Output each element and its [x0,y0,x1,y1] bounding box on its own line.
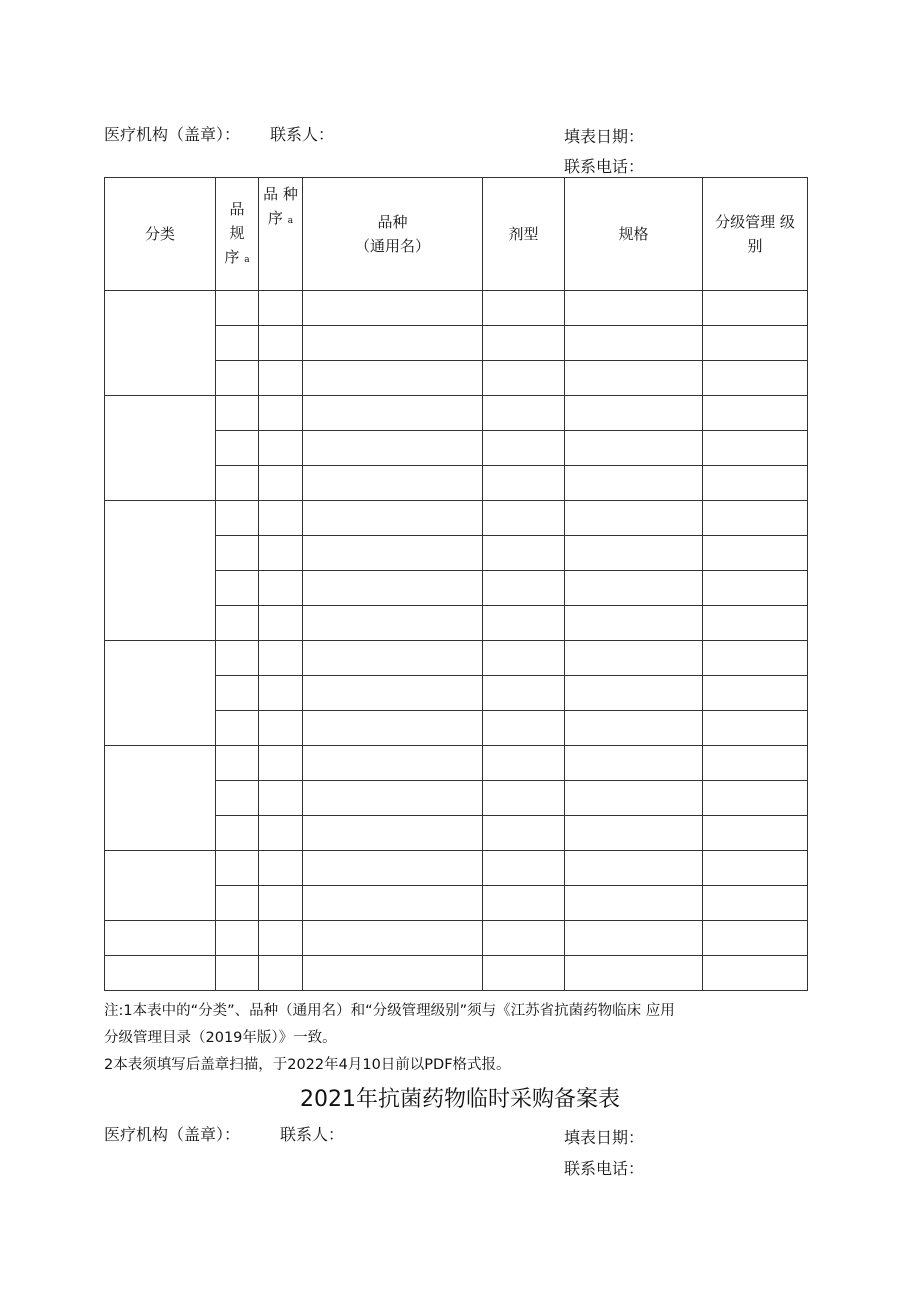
col-header-variety: 品种 （通用名） [303,178,483,291]
spec-seq-cell[interactable] [216,606,259,641]
spec-seq-cell[interactable] [216,431,259,466]
col-header-spec-seq: 品 规 序 a [216,178,259,291]
variety-cell[interactable] [303,466,483,501]
level-cell[interactable] [703,501,808,536]
specification-cell[interactable] [565,816,703,851]
table-row [105,956,808,991]
level-cell[interactable] [703,711,808,746]
specification-cell[interactable] [565,711,703,746]
level-cell[interactable] [703,676,808,711]
spec-seq-cell[interactable] [216,291,259,326]
spec-seq-cell[interactable] [216,501,259,536]
spec-seq-cell[interactable] [216,886,259,921]
contact-label-2: 联系人： [280,1125,345,1144]
table-row [105,921,808,956]
table-row [105,396,808,431]
dosage-form-cell[interactable] [483,851,565,886]
variety-cell[interactable] [303,571,483,606]
level-cell[interactable] [703,326,808,361]
dosage-form-cell[interactable] [483,781,565,816]
dosage-form-cell[interactable] [483,921,565,956]
specification-cell[interactable] [565,361,703,396]
level-cell[interactable] [703,746,808,781]
spec-seq-cell[interactable] [216,396,259,431]
table-row [105,746,808,781]
registration-table [104,177,808,991]
spec-seq-cell[interactable] [216,571,259,606]
spec-seq-cell[interactable] [216,746,259,781]
variety-cell[interactable] [303,606,483,641]
dosage-form-cell[interactable] [483,361,565,396]
specification-cell[interactable] [565,956,703,991]
variety-cell[interactable] [303,326,483,361]
variety-seq-cell[interactable] [259,571,303,606]
level-cell[interactable] [703,816,808,851]
variety-seq-cell[interactable] [259,536,303,571]
level-cell[interactable] [703,431,808,466]
dosage-form-cell[interactable] [483,466,565,501]
spec-seq-cell[interactable] [216,781,259,816]
variety-cell[interactable] [303,921,483,956]
institution-label-2: 医疗机构（盖章）： [104,1125,241,1144]
dosage-form-cell[interactable] [483,501,565,536]
variety-cell[interactable] [303,956,483,991]
variety-seq-cell[interactable] [259,851,303,886]
form-title: 2021年抗菌药物临时采购备案表 [300,1087,620,1112]
specification-cell[interactable] [565,291,703,326]
specification-cell[interactable] [565,606,703,641]
dosage-form-cell[interactable] [483,886,565,921]
specification-cell[interactable] [565,746,703,781]
phone-label: 联系电话： [564,157,645,176]
variety-seq-cell[interactable] [259,326,303,361]
specification-cell[interactable] [565,641,703,676]
variety-cell[interactable] [303,361,483,396]
specification-cell[interactable] [565,851,703,886]
note-line-2: 分级管理目录（2019年版）》一致。 [104,1030,337,1046]
specification-cell[interactable] [565,326,703,361]
specification-cell[interactable] [565,431,703,466]
level-cell[interactable] [703,851,808,886]
spec-seq-cell[interactable] [216,466,259,501]
col-header-variety-seq: 品 种 序 a [259,178,303,291]
spec-seq-cell[interactable] [216,536,259,571]
variety-seq-cell[interactable] [259,606,303,641]
level-cell[interactable] [703,606,808,641]
col-header-level: 分级管理 级 别 [703,178,808,291]
variety-seq-cell[interactable] [259,921,303,956]
variety-seq-cell[interactable] [259,501,303,536]
level-cell[interactable] [703,921,808,956]
category-cell[interactable] [105,291,216,396]
spec-seq-cell[interactable] [216,361,259,396]
level-cell[interactable] [703,466,808,501]
variety-cell[interactable] [303,886,483,921]
variety-cell[interactable] [303,676,483,711]
specification-cell[interactable] [565,466,703,501]
dosage-form-cell[interactable] [483,711,565,746]
spec-seq-cell[interactable] [216,641,259,676]
variety-seq-cell[interactable] [259,466,303,501]
specification-cell[interactable] [565,921,703,956]
variety-cell[interactable] [303,396,483,431]
dosage-form-cell[interactable] [483,956,565,991]
dosage-form-cell[interactable] [483,291,565,326]
variety-seq-cell[interactable] [259,676,303,711]
variety-seq-cell[interactable] [259,711,303,746]
dosage-form-cell[interactable] [483,606,565,641]
table-row [105,641,808,676]
variety-seq-cell[interactable] [259,816,303,851]
table-row [105,851,808,886]
spec-seq-cell[interactable] [216,676,259,711]
dosage-form-cell[interactable] [483,571,565,606]
table-row [105,291,808,326]
variety-seq-cell[interactable] [259,431,303,466]
level-cell[interactable] [703,956,808,991]
note-line-3: 2本表须填写后盖章扫描，于2022年4月10日前以PDF格式报。 [104,1057,511,1073]
level-cell[interactable] [703,291,808,326]
level-cell[interactable] [703,781,808,816]
col-header-category: 分类 [105,178,216,291]
dosage-form-cell[interactable] [483,431,565,466]
specification-cell[interactable] [565,396,703,431]
variety-cell[interactable] [303,501,483,536]
variety-cell[interactable] [303,536,483,571]
fill-date-label-2: 填表日期： [564,1128,645,1147]
dosage-form-cell[interactable] [483,536,565,571]
category-cell[interactable] [105,851,216,921]
variety-seq-cell[interactable] [259,886,303,921]
level-cell[interactable] [703,536,808,571]
category-cell[interactable] [105,956,216,991]
variety-seq-cell[interactable] [259,361,303,396]
category-cell[interactable] [105,746,216,851]
specification-cell[interactable] [565,886,703,921]
category-cell[interactable] [105,396,216,501]
dosage-form-cell[interactable] [483,746,565,781]
variety-cell[interactable] [303,746,483,781]
specification-cell[interactable] [565,501,703,536]
phone-label-2: 联系电话： [564,1159,645,1178]
col-header-specification: 规格 [565,178,703,291]
fill-date-label: 填表日期： [564,127,645,146]
level-cell[interactable] [703,571,808,606]
variety-cell[interactable] [303,816,483,851]
variety-cell[interactable] [303,711,483,746]
category-cell[interactable] [105,501,216,641]
spec-seq-cell[interactable] [216,921,259,956]
variety-seq-cell[interactable] [259,396,303,431]
specification-cell[interactable] [565,676,703,711]
variety-seq-cell[interactable] [259,746,303,781]
level-cell[interactable] [703,641,808,676]
spec-seq-cell[interactable] [216,956,259,991]
dosage-form-cell[interactable] [483,816,565,851]
table-row [105,501,808,536]
institution-label: 医疗机构（盖章）： [104,125,241,144]
specification-cell[interactable] [565,571,703,606]
variety-seq-cell[interactable] [259,641,303,676]
level-cell[interactable] [703,886,808,921]
col-header-dosage-form: 剂型 [483,178,565,291]
spec-seq-cell[interactable] [216,711,259,746]
note-line-1: 注:1本表中的“分类”、品种（通用名）和“分级管理级别”须与《江苏省抗菌药物临床 应用 [104,1003,675,1019]
variety-cell[interactable] [303,851,483,886]
dosage-form-cell[interactable] [483,676,565,711]
dosage-form-cell[interactable] [483,326,565,361]
variety-cell[interactable] [303,431,483,466]
variety-cell[interactable] [303,781,483,816]
table-header-row [105,178,808,291]
contact-label: 联系人： [270,125,335,144]
dosage-form-cell[interactable] [483,641,565,676]
level-cell[interactable] [703,396,808,431]
dosage-form-cell[interactable] [483,396,565,431]
category-cell[interactable] [105,921,216,956]
variety-seq-cell[interactable] [259,291,303,326]
category-cell[interactable] [105,641,216,746]
specification-cell[interactable] [565,536,703,571]
spec-seq-cell[interactable] [216,851,259,886]
variety-cell[interactable] [303,291,483,326]
variety-cell[interactable] [303,641,483,676]
variety-seq-cell[interactable] [259,956,303,991]
specification-cell[interactable] [565,781,703,816]
level-cell[interactable] [703,361,808,396]
variety-seq-cell[interactable] [259,781,303,816]
spec-seq-cell[interactable] [216,326,259,361]
spec-seq-cell[interactable] [216,816,259,851]
